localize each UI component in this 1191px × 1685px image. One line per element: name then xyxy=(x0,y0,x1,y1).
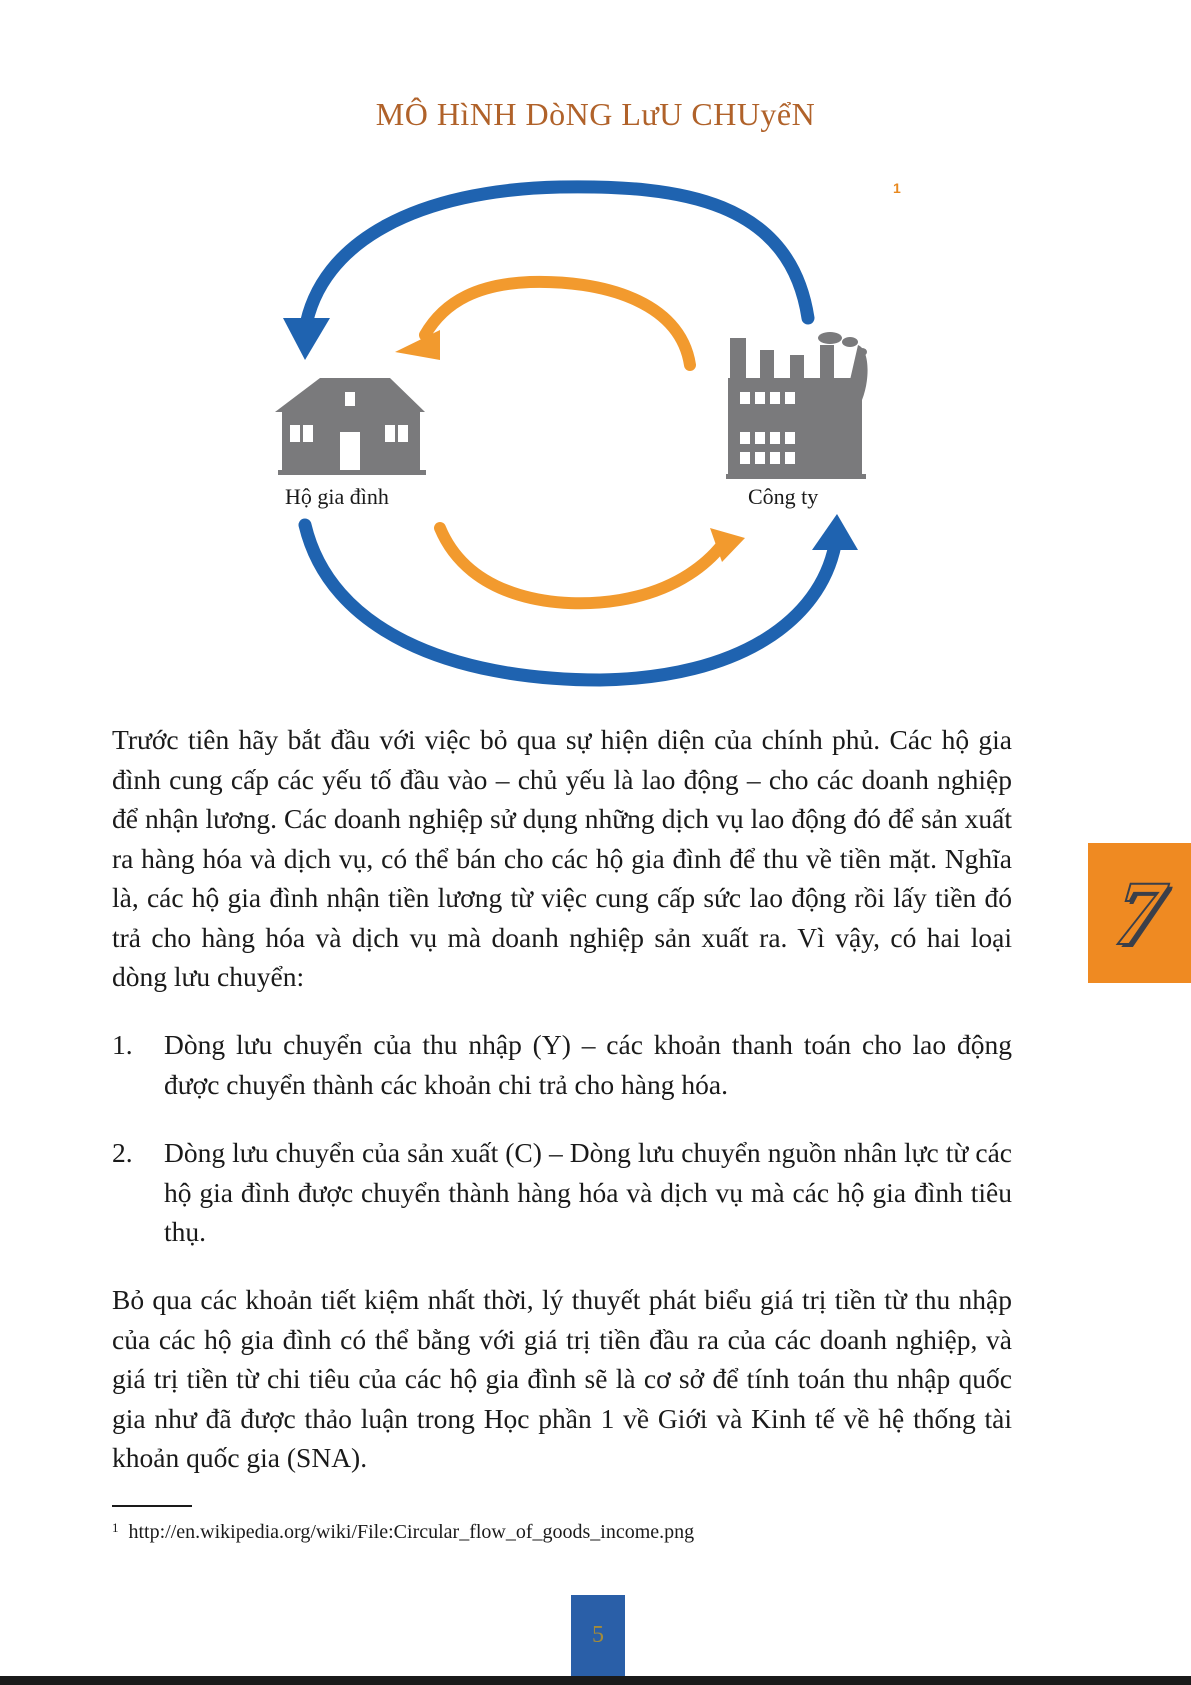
list-text: Dòng lưu chuyển của thu nhập (Y) – các khoản thanh toán cho lao động được chuyển thành các khoản chi trả cho hàng hóa. xyxy=(164,1029,1012,1100)
outer-flow-arrow-top xyxy=(305,187,808,330)
list-text: Dòng lưu chuyển của sản xuất (C) – Dòng lưu chuyển nguồn nhân lực từ các hộ gia đình được chuyển thành hàng hóa và dịch vụ mà các hộ gia đình tiêu thụ. xyxy=(164,1137,1012,1247)
chapter-number: 7 xyxy=(1111,862,1168,964)
outer-flow-arrowhead-bottom xyxy=(812,514,858,550)
footnote-reference[interactable]: 1 xyxy=(893,180,901,196)
list-number: 1. xyxy=(112,1029,133,1060)
paragraph: Trước tiên hãy bắt đầu với việc bỏ qua sự hiện diện của chính phủ. Các hộ gia đình cung cấp các yếu tố đầu vào – chủ yếu là lao động – cho các doanh nghiệp để nhận lương. Các doanh nghiệp sử dụng những dịch vụ lao động đó để sản xuất ra hàng hóa và dịch vụ, có thể bán cho các hộ gia đình để thu về tiền mặt. Nghĩa là, các hộ gia đình nhận tiền lương từ việc cung cấp sức lao động rồi lấy tiền đó trả cho hàng hóa và dịch vụ mà doanh nghiệp sản xuất ra. Vì vậy, có hai loại dòng lưu chuyển: xyxy=(112,724,1012,992)
firm-label: Công ty xyxy=(748,484,819,509)
page-number: 5 xyxy=(571,1595,625,1685)
footnote-divider xyxy=(112,1505,192,1507)
footnote-link[interactable]: http://en.wikipedia.org/wiki/File:Circular_flow_of_goods_income.png xyxy=(128,1521,695,1543)
inner-flow-arrow-top xyxy=(425,282,690,365)
footnote-marker: 1 xyxy=(112,1520,119,1535)
footnote xyxy=(112,1520,694,1544)
bottom-border xyxy=(0,1676,1191,1685)
list-item xyxy=(112,1025,1012,1104)
circular-flow-diagram xyxy=(0,0,1191,720)
list-number: 2. xyxy=(112,1137,133,1168)
paragraph: Bỏ qua các khoản tiết kiệm nhất thời, lý thuyết phát biểu giá trị tiền từ thu nhập của các hộ gia đình có thể bằng với giá trị tiền đầu ra của các doanh nghiệp, và giá trị tiền từ chi tiêu của các hộ gia đình sẽ là cơ sở để tính toán thu nhập quốc gia như đã được thảo luận trong Học phần 1 về Giới và Kinh tế về hệ thống tài khoản quốc gia (SNA). xyxy=(112,1284,1012,1473)
chapter-tab[interactable] xyxy=(1088,843,1191,983)
page-title: MÔ HìNH DòNG LưU CHUyểN xyxy=(375,96,816,132)
inner-flow-arrowhead-top xyxy=(395,330,440,360)
inner-flow-arrow-bottom xyxy=(440,528,722,603)
list-item xyxy=(112,1133,1012,1252)
household-label: Hộ gia đình xyxy=(285,484,389,509)
outer-flow-arrowhead-top xyxy=(283,318,330,360)
